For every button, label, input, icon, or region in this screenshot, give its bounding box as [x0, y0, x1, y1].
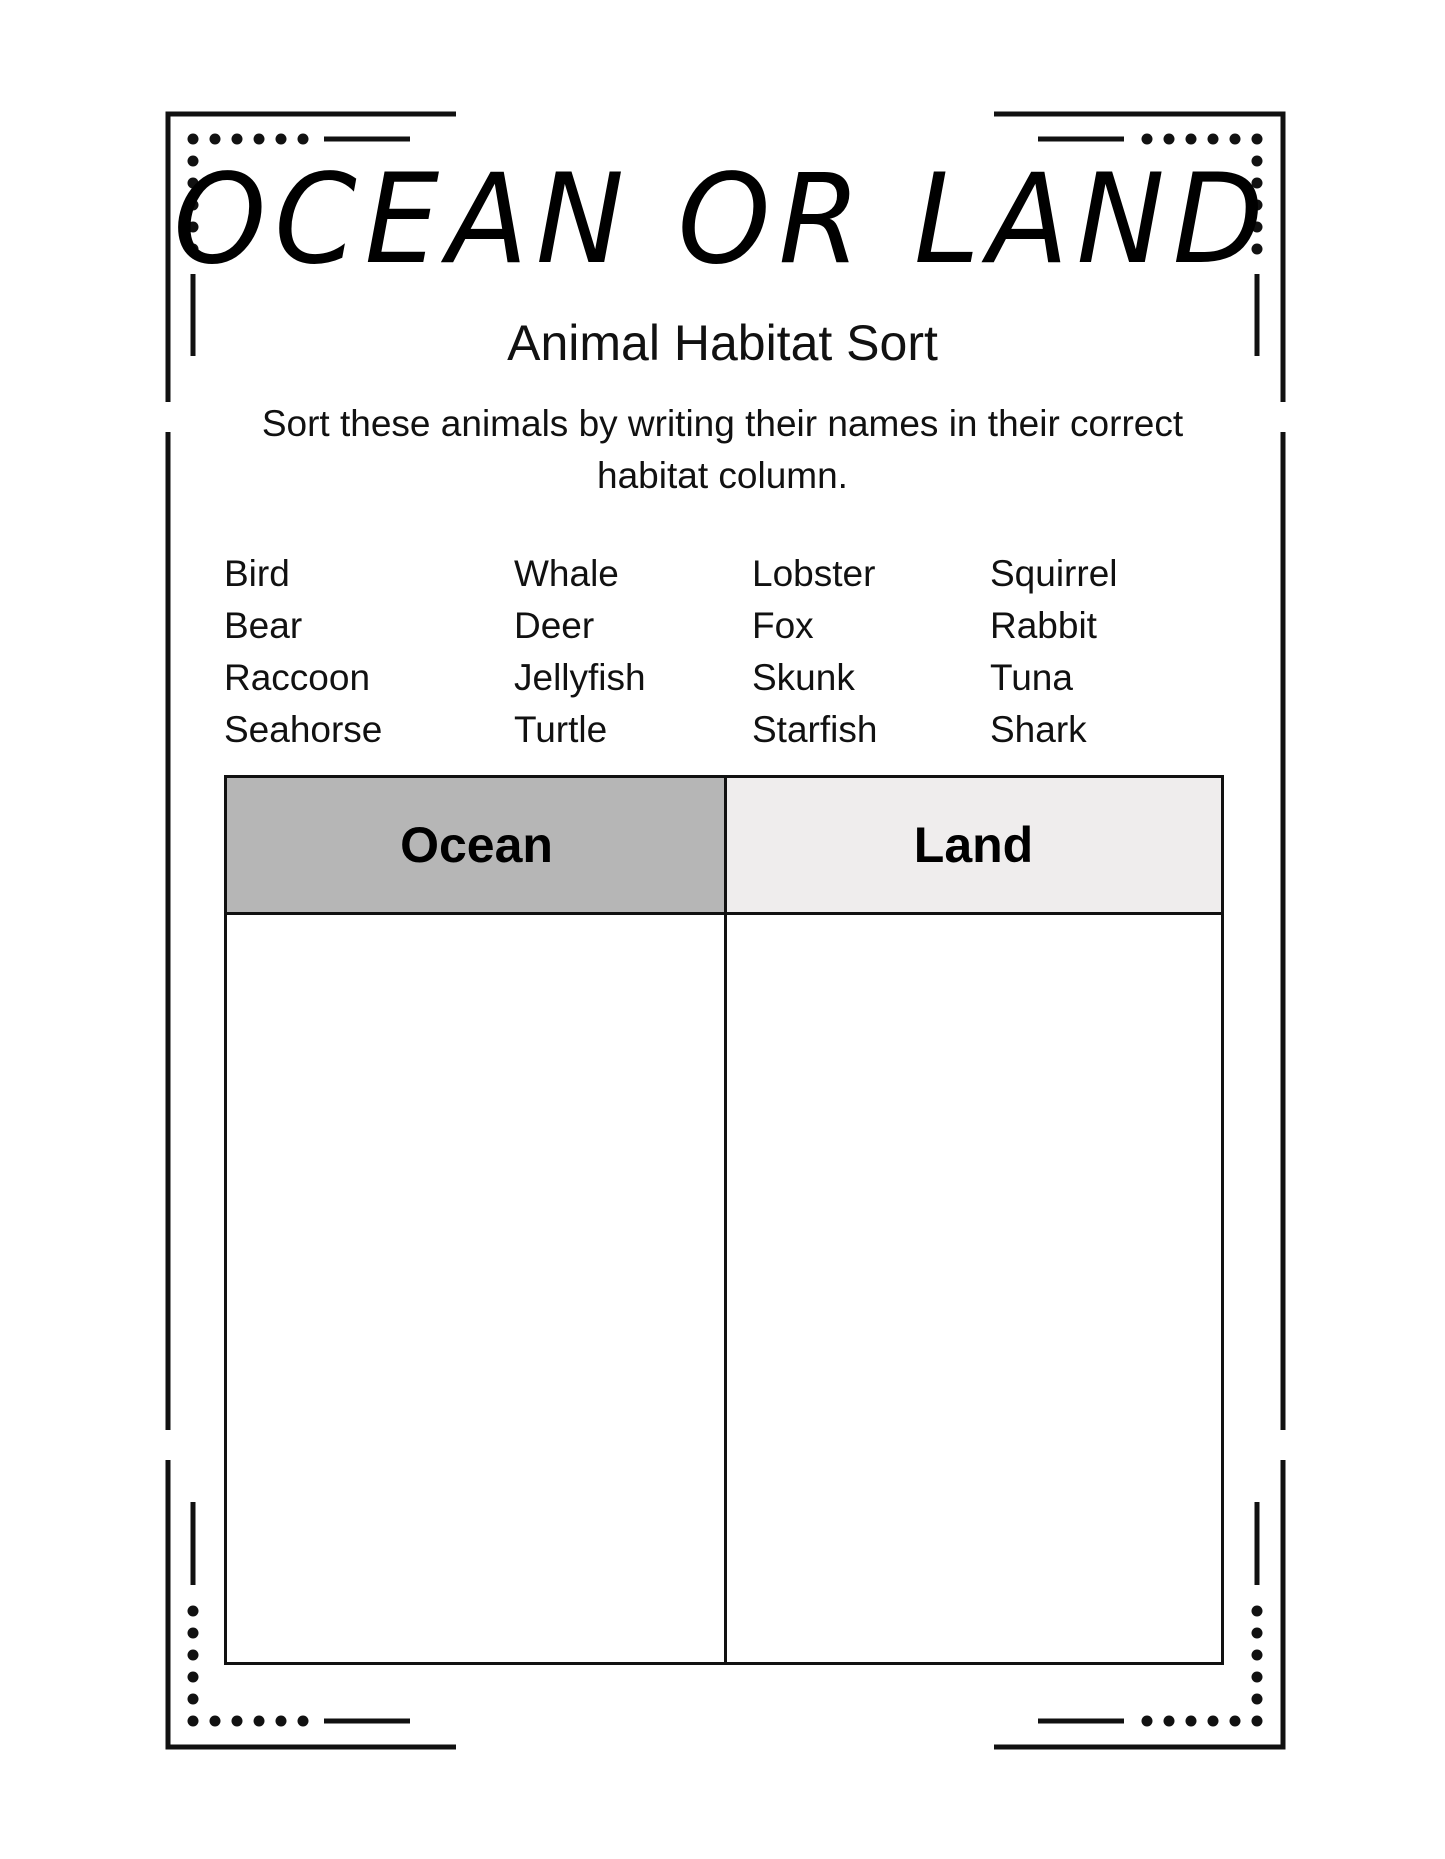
border-dot [1252, 1628, 1263, 1639]
border-dot [188, 1606, 199, 1617]
border-dot [1252, 1650, 1263, 1661]
border-dot [188, 1672, 199, 1683]
word-bank-item: Fox [752, 605, 814, 646]
border-dot [276, 1716, 287, 1727]
border-dot [1252, 1694, 1263, 1705]
word-bank-item: Squirrel [990, 553, 1118, 594]
word-bank-column [752, 548, 877, 756]
page-title: OCEAN OR LAND [173, 146, 1272, 292]
border-dot [1142, 134, 1153, 145]
ocean-writing-area[interactable] [227, 915, 724, 1662]
word-bank-column [224, 548, 382, 756]
word-bank-item: Seahorse [224, 709, 383, 750]
border-dot [188, 1716, 199, 1727]
border-dot [1186, 1716, 1197, 1727]
word-bank-column [990, 548, 1118, 756]
border-dot [1186, 134, 1197, 145]
border-dot [1252, 1716, 1263, 1727]
border-dot [1208, 1716, 1219, 1727]
word-bank-item: Bird [224, 553, 290, 594]
border-dot [188, 1650, 199, 1661]
habitat-sort-table [224, 775, 1224, 1665]
border-dot [188, 134, 199, 145]
border-dot [210, 1716, 221, 1727]
border-dot [1164, 134, 1175, 145]
word-bank-item: Raccoon [224, 657, 371, 698]
border-dot [276, 134, 287, 145]
ocean-column-header: Ocean [227, 778, 726, 915]
border-dot [210, 134, 221, 145]
border-dot [1252, 134, 1263, 145]
border-dot [188, 1694, 199, 1705]
border-dot [1252, 1672, 1263, 1683]
border-dot [1230, 134, 1241, 145]
border-dot [254, 134, 265, 145]
word-bank-item: Jellyfish [514, 657, 646, 698]
word-bank-item: Whale [514, 553, 619, 594]
border-dot [1164, 1716, 1175, 1727]
border-dot [188, 1628, 199, 1639]
word-bank-item: Starfish [752, 709, 878, 750]
word-bank-item: Turtle [514, 709, 608, 750]
border-dot [1252, 1606, 1263, 1617]
word-bank-item: Deer [514, 605, 595, 646]
land-writing-area[interactable] [727, 915, 1221, 1662]
border-dot [232, 1716, 243, 1727]
word-bank-item: Lobster [752, 553, 876, 594]
border-dot [298, 134, 309, 145]
word-bank-item: Rabbit [990, 605, 1097, 646]
border-dot [232, 134, 243, 145]
border-dot [1230, 1716, 1241, 1727]
page-subtitle: Animal Habitat Sort [507, 315, 938, 371]
instructions-text: Sort these animals by writing their names in their correct habitat column. [261, 403, 1184, 496]
land-column-header: Land [726, 778, 1221, 915]
border-dot [1208, 134, 1219, 145]
word-bank-item: Bear [224, 605, 303, 646]
word-bank-item: Skunk [752, 657, 855, 698]
word-bank-column [514, 548, 646, 756]
border-dot [254, 1716, 265, 1727]
border-dot [298, 1716, 309, 1727]
border-dot [1142, 1716, 1153, 1727]
word-bank-item: Shark [990, 709, 1087, 750]
word-bank-item: Tuna [990, 657, 1073, 698]
